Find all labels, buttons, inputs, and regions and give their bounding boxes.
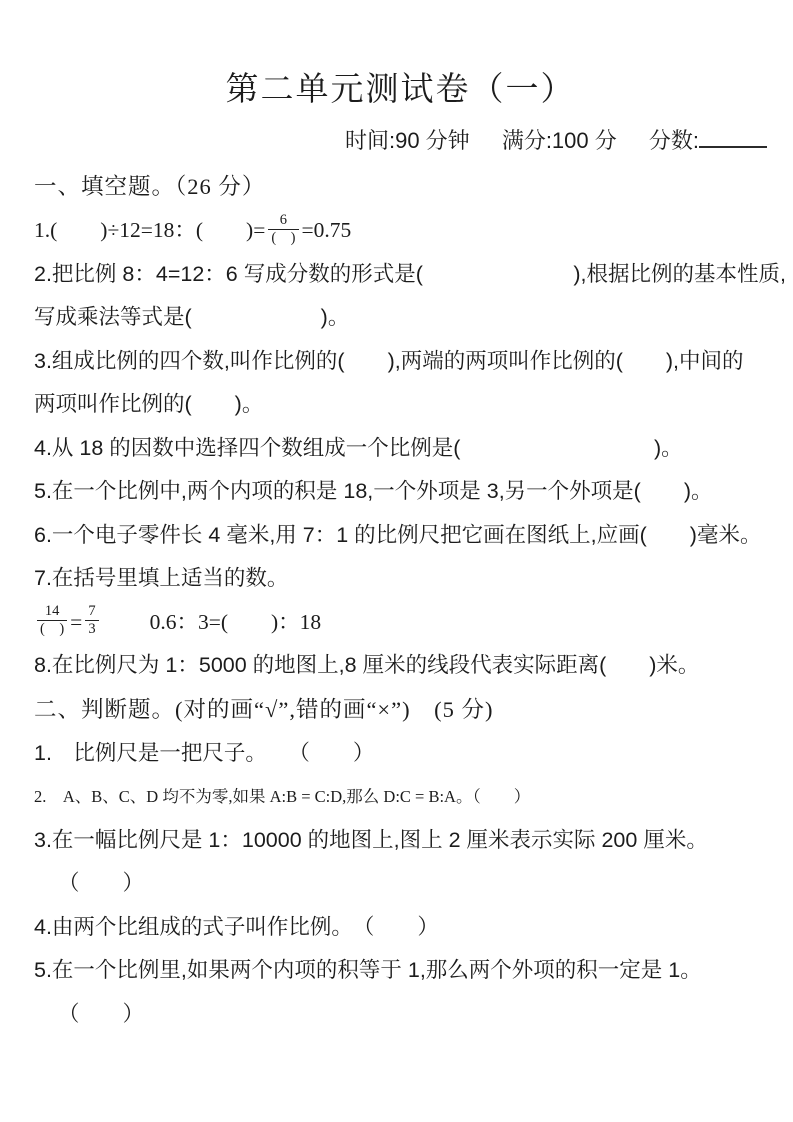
judge-question-1: 1. 比例尺是一把尺子。 （ ） (34, 740, 375, 765)
fraction-denominator: ( ) (268, 229, 298, 247)
fill-question-2-line1: 2.把比例 8：4=12：6 写成分数的形式是( ),根据比例的基本性质, (34, 261, 786, 286)
judge-question-3-line1: 3.在一幅比例尺是 1：10000 的地图上,图上 2 厘米表示实际 200 厘米。 (34, 827, 708, 852)
fill-question-3-line1: 3.组成比例的四个数,叫作比例的( ),两端的两项叫作比例的( ),中间的 (34, 348, 744, 373)
score-label: 分数: (648, 128, 699, 154)
fill-question-1 (34, 209, 767, 253)
judge-question-3-answer-parens: （ ） (58, 871, 145, 896)
fill-question-2-line2: 写成乘法等式是( )。 (34, 305, 350, 330)
judge-question-4: 4.由两个比组成的式子叫作比例。 （ ） (34, 914, 439, 939)
fraction-denominator: 3 (85, 620, 98, 638)
exam-info-line (34, 123, 767, 159)
time-label: 时间:90 分钟 (344, 128, 470, 154)
fill-question-7-equations (34, 601, 767, 645)
fraction-numerator: 14 (44, 603, 60, 620)
section2-heading: 二、判断题。(对的画“√”,错的画“×”) (5 分) (34, 696, 494, 722)
fill-question-3-line2: 两项叫作比例的( )。 (34, 392, 264, 417)
judge-question-5-answer-parens: （ ） (58, 1001, 145, 1026)
fill-question-1-pre: 1.( )÷12=18：( )= (34, 218, 266, 243)
page-title: 第二单元测试卷（一） (225, 72, 576, 108)
section1-heading: 一、填空题。（26 分） (34, 174, 266, 200)
fraction-14-over-blank (37, 603, 67, 638)
equals-sign: = (70, 609, 83, 634)
fill-question-7-second-equation: 0.6：3=( )：18 (149, 609, 322, 634)
fraction-7-over-3 (85, 603, 98, 638)
fill-question-6: 6.一个电子零件长 4 毫米,用 7：1 的比例尺把它画在图纸上,应画( )毫米。 (34, 522, 762, 547)
full-score-label: 满分:100 分 (501, 128, 617, 154)
fill-question-1-post: =0.75 (301, 218, 352, 243)
fraction-numerator: 6 (279, 211, 288, 228)
fill-question-7: 7.在括号里填上适当的数。 (34, 566, 289, 591)
fill-question-8: 8.在比例尺为 1：5000 的地图上,8 厘米的线段代表实际距离( )米。 (34, 653, 700, 678)
fill-question-5: 5.在一个比例中,两个内项的积是 18,一个外项是 3,另一个外项是( )。 (34, 479, 713, 504)
score-blank-line (699, 126, 767, 148)
judge-question-2: 2. A、B、C、D 均不为零,如果 A:B = C:D,那么 D:C = B:A。（ ） (34, 787, 531, 807)
fraction-6-over-blank (268, 212, 298, 247)
judge-question-5-line1: 5.在一个比例里,如果两个内项的积等于 1,那么两个外项的积一定是 1。 (34, 958, 702, 983)
fraction-numerator: 7 (88, 603, 96, 620)
fill-question-4: 4.从 18 的因数中选择四个数组成一个比例是( )。 (34, 435, 683, 460)
fraction-denominator: ( ) (37, 620, 67, 638)
